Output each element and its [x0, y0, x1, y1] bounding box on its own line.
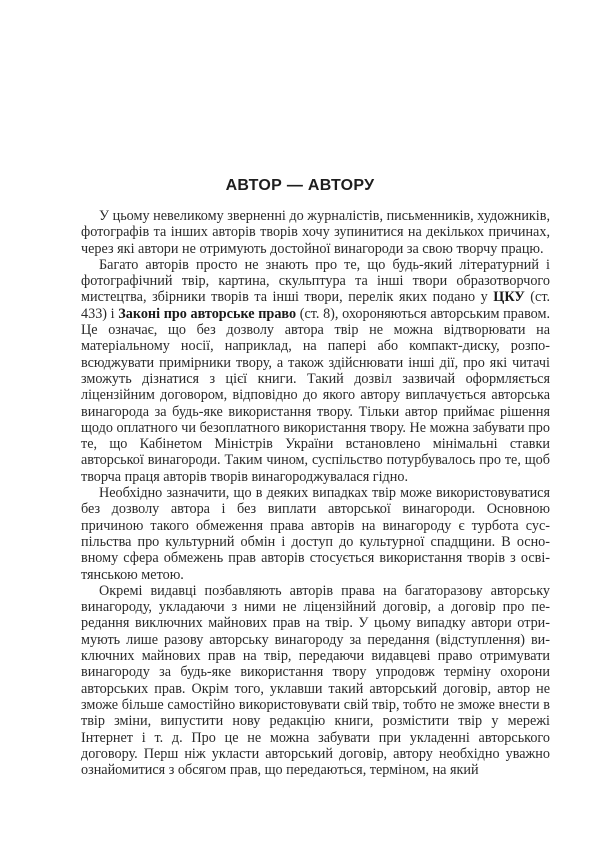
cku-reference: ЦКУ [493, 289, 525, 306]
paragraph-2-part-1: Багато авторів просто не знають про те, що будь-який літературний і фотографічний твір, картина, скульптура та інші твори образотворчого мистецтва, збірники творів та інші твори, перелік яких подано у [81, 256, 550, 306]
paragraph-1: У цьому невеликому зверненні до журналістів, письменників, художників, фотографів та інших авторів творів хочу зупинитися на декількох причинах, через які автори не отримують достойної винагороди за свою творчу працю. [81, 208, 550, 257]
copyright-law-reference: Законі про авторське право [118, 305, 297, 322]
body-text [81, 208, 550, 778]
paragraph-2-part-2: (ст. 433) і [81, 289, 551, 322]
paragraph-4: Окремі видавці позбавляють авторів права на багаторазову авторську винагороду, укладаючи з ними не ліцензійний договір, а договір про передання виключних майнових прав на твір. У цьому випадку автори отримують лише разову авторську винагороду за передання (відступлення) виключних майнових прав на твір, передаючи видавцеві право отримувати винагороду за будь-яке використання твору упродовж терміну охорони авторських прав. Окрім того, уклавши такий авторський договір, автор не зможе більше самостійно використовувати свій твір, тобто не зможе внести в твір зміни, випустити нову редакцію книги, розмістити твір у мережі Інтернет і т. д. Про це не можна забувати при укладенні авторського договору. Перш ніж укласти авторський договір, автору необхідно уважно ознайомитися з обсягом прав, що передаються, терміном, на який [81, 582, 550, 779]
paragraph-3: Необхідно зазначити, що в деяких випадках твір може використовуватися без дозволу автора і без виплати авторської винагороди. Основною причиною такого обмеження права авторів на винагороду є турбота суспільства про культурний обмін і доступ до культурної спадщини. В основному сфера обмежень прав авторів стосується використання творів з освiтянською метою. [81, 485, 550, 583]
page-title: АВТОР — АВТОРУ [225, 177, 375, 194]
paragraph-2 [81, 257, 550, 485]
paragraph-2-part-3: (ст. 8), охороняються авторським правом. Це означає, що без дозволу автора твір не можна відтворювати на матеріальному носії, наприклад, на папері або компакт-диску, розповсюджувати примірники твору, а також здійснювати інші дії, про які читачі зможуть дізнатися з цієї книги. Такий дозвіл зазвичай оформляється ліцензійним договором, відповідно до якого автору виплачується авторська винагорода за будь-яке використання твору. Тільки автор приймає рішення щодо оплатного чи безоплатного використання твору. Не можна забувати про те, що Кабінетом Міністрів України встановлено мінімальні ставки авторської винагороди. Таким чином, суспільство потурбувалось про те, щоб творча праця авторів творів винагороджувалася гідно. [81, 305, 551, 485]
